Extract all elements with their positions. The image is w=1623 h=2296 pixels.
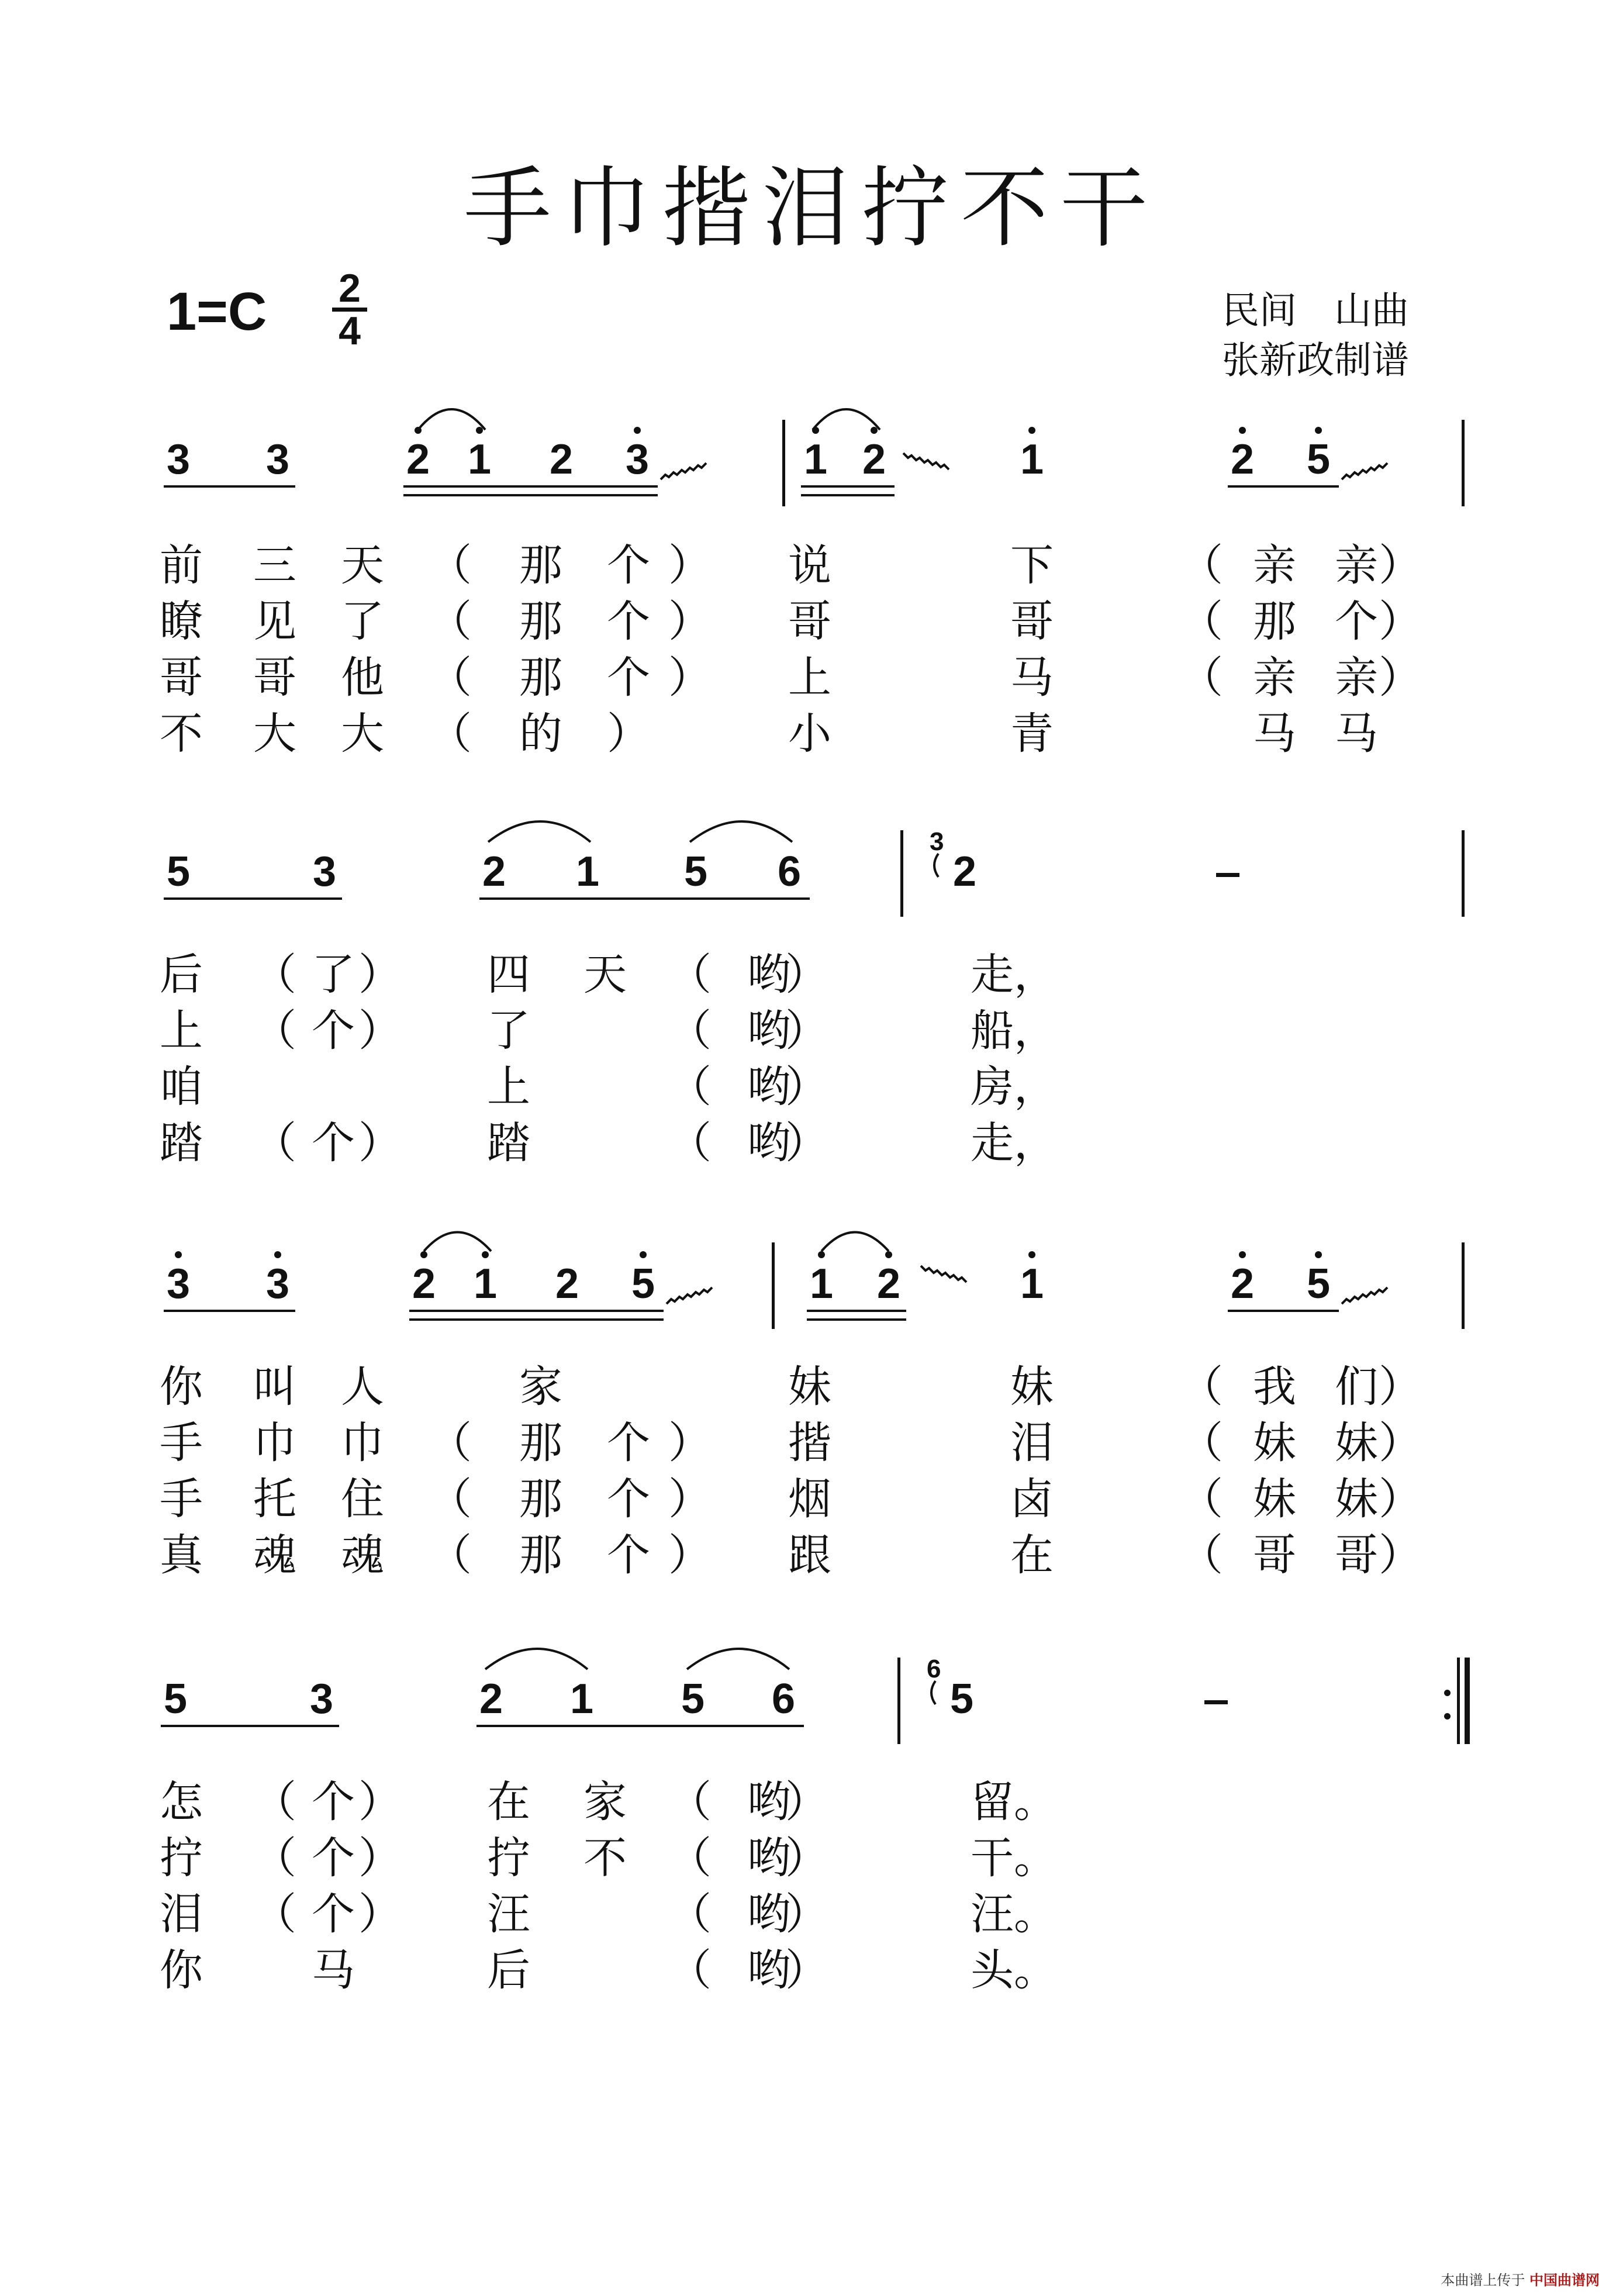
lyric-char: （ [1180,652,1223,703]
note: 2 [406,436,430,483]
lyric-char: ） [668,1474,712,1524]
lyric-char: 在 [1010,1530,1054,1580]
lyric-char: 汪 [487,1889,530,1939]
note: 2 [482,848,506,895]
lyric-char: 个 [607,540,650,591]
lyric-char: 咱 [160,1062,203,1112]
lyric-char: （ [429,652,472,703]
lyric-char: ） [1379,540,1422,591]
lyric-char: （ [253,1006,296,1056]
note: 5 [166,848,191,895]
lyric-char: 那 [1253,596,1296,647]
lyric-char: ） [358,1889,402,1939]
lyric-char: （ [429,540,472,591]
lyric-char: ） [358,1777,402,1827]
lyric-char: ） [1379,1474,1422,1524]
lyric-char: ） [785,1006,828,1056]
lyric-char: ） [785,950,828,1000]
slur [821,1232,889,1252]
lyric-char: 你 [160,1362,203,1412]
lyric-char: （ [1180,1418,1223,1468]
lyric-char: 青 [1010,709,1054,759]
credit-origin: 民间 山曲 [1222,289,1409,333]
lyric-char: ） [607,709,650,759]
lyric-char: （ [1180,1474,1223,1524]
lyric-char: 上 [788,652,831,703]
lyric-char: 怎 [160,1777,203,1827]
lyric-char: 卤 [1010,1474,1054,1524]
glissando-up [661,463,706,479]
lyric-char: ） [358,1006,402,1056]
footer-brand: 中国曲谱网 [1529,2272,1600,2288]
credit-arranger: 张新政制谱 [1222,339,1409,382]
lyric-char: （ [668,1945,712,1995]
lyric-char: 个 [1335,596,1378,647]
lyric-char: 说 [788,540,831,591]
lyric-char: 烟 [788,1474,831,1524]
lyric-char: （ [668,1118,712,1168]
lyric-char: 踏 [487,1118,530,1168]
lyric-char: （ [1180,1362,1223,1412]
note: 2 [412,1261,436,1307]
lyric-char: 大 [253,709,296,759]
note: 1 [803,436,828,483]
lyric-char: 走， [971,1118,1057,1168]
lyric-char: 家 [519,1362,562,1412]
note: 2 [862,436,886,483]
lyric-char: （ [1180,1530,1223,1580]
lyric-char: 妹 [1010,1362,1054,1412]
score-title: 手巾揩泪拧不干 [463,158,1159,260]
lyric-char: 马 [312,1945,355,1995]
note: 3 [312,848,337,895]
lyric-char: 泪 [160,1889,203,1939]
lyric-char: ） [668,1418,712,1468]
note: 1 [473,1261,498,1307]
lyric-char: （ [253,1889,296,1939]
lyric-char: （ [668,1833,712,1883]
slur [690,821,792,842]
lyric-char: ） [668,596,712,647]
lyric-char: 大 [341,709,384,759]
lyric-char: （ [253,950,296,1000]
lyric-char: 巾 [341,1418,384,1468]
lyric-char: 妹 [1335,1474,1378,1524]
lyric-char: 哥 [1253,1530,1296,1580]
note: 6 [777,848,802,895]
slur [418,409,485,430]
note: 3 [265,1261,290,1307]
lyric-char: 四 [487,950,530,1000]
note: 1 [1020,436,1044,483]
lyric-char: 前 [160,540,203,591]
lyric-char: 头。 [971,1945,1057,1995]
note: 5 [683,848,708,895]
note: 5 [949,1676,974,1722]
lyric-char: 那 [519,540,562,591]
lyric-char: 上 [487,1062,530,1112]
lyric-char: 瞭 [160,596,203,647]
lyric-char: ） [785,1945,828,1995]
note: 2 [1230,1261,1255,1307]
lyric-char: ） [785,1777,828,1827]
lyric-char: 人 [341,1362,384,1412]
lyric-char: 了 [341,596,384,647]
lyric-char: ） [785,1062,828,1112]
lyric-char: ） [668,652,712,703]
lyric-char: 哥 [160,652,203,703]
lyric-char: 那 [519,1530,562,1580]
lyric-char: 妹 [788,1362,831,1412]
lyric-char: （ [668,1006,712,1056]
glissando-down [903,453,949,469]
lyric-char: 天 [583,950,627,1000]
lyric-char: 泪 [1010,1418,1054,1468]
slur [813,409,880,430]
lyric-char: 哟 [747,1889,790,1939]
lyric-char: 手 [160,1474,203,1524]
lyric-char: 下 [1010,540,1054,591]
lyric-char: 上 [160,1006,203,1056]
lyric-char: 个 [607,1530,650,1580]
note: 5 [1306,436,1331,483]
lyric-char: 亲 [1335,652,1378,703]
lyric-char: 个 [607,652,650,703]
note: 3 [166,1261,191,1307]
lyric-char: 哥 [1010,596,1054,647]
lyric-char: 汪。 [971,1889,1057,1939]
footer-credit [1441,2269,1600,2289]
note: 2 [1230,436,1255,483]
lyric-char: 哟 [747,1833,790,1883]
note: 1 [569,1676,594,1722]
lyric-char: 个 [312,1118,355,1168]
lyric-char: （ [253,1833,296,1883]
lyric-char: 在 [487,1777,530,1827]
lyric-char: ） [1379,1362,1422,1412]
lyric-char: （ [429,709,472,759]
lyric-char: 手 [160,1418,203,1468]
lyric-char: 跟 [788,1530,831,1580]
lyric-char: 小 [788,709,831,759]
lyric-char: 个 [312,1777,355,1827]
lyric-char: ） [668,540,712,591]
lyric-char: ） [358,1833,402,1883]
lyric-char: 他 [341,652,384,703]
lyric-char: 后 [487,1945,530,1995]
note: 1 [575,848,600,895]
lyric-char: 踏 [160,1118,203,1168]
lyric-char: 个 [312,1889,355,1939]
lyric-char: （ [429,596,472,647]
note: 3 [265,436,290,483]
lyric-char: 三 [253,540,296,591]
note: 1 [467,436,492,483]
lyric-char: 巾 [253,1418,296,1468]
lyric-char: 妹 [1253,1474,1296,1524]
lyric-char: 我 [1253,1362,1296,1412]
footer-prefix: 本曲谱上传于 [1441,2272,1525,2288]
lyric-char: （ [429,1474,472,1524]
glissando-up [667,1287,712,1304]
lyric-char: 叫 [253,1362,296,1412]
note: 2 [549,436,574,483]
lyric-char: ） [358,1118,402,1168]
lyric-char: ） [1379,596,1422,647]
lyric-char: （ [668,1889,712,1939]
lyric-char: 哟 [747,1777,790,1827]
lyric-char: 马 [1253,709,1296,759]
lyric-char: 留。 [971,1777,1057,1827]
lyric-char: 亲 [1253,652,1296,703]
lyric-char: 们 [1335,1362,1378,1412]
lyric-char: 了 [487,1006,530,1056]
lyric-char: 哟 [747,1118,790,1168]
lyric-char: 拧 [487,1833,530,1883]
note: 3 [309,1676,334,1722]
note: 5 [631,1261,655,1307]
lyric-char: ） [1379,1418,1422,1468]
lyric-char: 个 [312,1833,355,1883]
lyric-char: 住 [341,1474,384,1524]
note: 1 [809,1261,834,1307]
lyric-char: 哥 [253,652,296,703]
lyric-char: ） [1379,652,1422,703]
lyric-char: 家 [583,1777,627,1827]
note: 5 [681,1676,705,1722]
note: 3 [166,436,191,483]
lyric-char: 魂 [341,1530,384,1580]
grace-note: 6 [927,1655,941,1683]
lyric-char: （ [1180,540,1223,591]
slur [424,1232,491,1252]
lyric-char: 天 [341,540,384,591]
lyric-char: 真 [160,1530,203,1580]
time-signature-top: 2 [339,266,361,310]
lyric-char: 魂 [253,1530,296,1580]
lyric-char: 那 [519,1474,562,1524]
lyric-char: ） [785,1889,828,1939]
note: 2 [876,1261,901,1307]
note: 5 [163,1676,188,1722]
note: 1 [1020,1261,1044,1307]
lyric-char: 房， [971,1062,1057,1112]
lyric-char: 那 [519,1418,562,1468]
glissando-down [921,1266,966,1282]
lyric-char: 妹 [1335,1418,1378,1468]
lyric-char: 了 [312,950,355,1000]
note: 2 [479,1676,503,1722]
slur [488,821,591,842]
lyric-char: 妹 [1253,1418,1296,1468]
glissando-up [1342,463,1387,479]
lyric-char: ） [785,1118,828,1168]
lyric-char: （ [1180,596,1223,647]
lyric-char: 哟 [747,1062,790,1112]
lyric-char: 的 [519,709,562,759]
note: 6 [771,1676,796,1722]
lyric-char: 不 [160,709,203,759]
lyric-char: 揩 [788,1418,831,1468]
lyric-char: 拧 [160,1833,203,1883]
lyric-char: （ [253,1118,296,1168]
lyric-char: （ [668,950,712,1000]
lyric-char: 托 [253,1474,296,1524]
glissando-up [1342,1287,1387,1304]
lyric-char: 你 [160,1945,203,1995]
note: 3 [625,436,650,483]
lyric-char: 船， [971,1006,1057,1056]
lyric-char: 哟 [747,1006,790,1056]
lyric-char: ） [668,1530,712,1580]
lyric-char: 那 [519,596,562,647]
note: 5 [1306,1261,1331,1307]
lyric-char: 哟 [747,1945,790,1995]
lyric-char: 哥 [1335,1530,1378,1580]
slur [687,1649,789,1669]
grace-note: 3 [930,827,944,856]
lyric-char: ） [1379,1530,1422,1580]
lyric-char: （ [253,1777,296,1827]
lyric-char: 那 [519,652,562,703]
lyric-char: 个 [607,596,650,647]
lyric-char: （ [429,1418,472,1468]
lyric-char: 亲 [1335,540,1378,591]
lyric-char: 马 [1010,652,1054,703]
note: 2 [952,848,977,895]
lyric-char: 见 [253,596,296,647]
lyric-char: （ [668,1062,712,1112]
grace-connector [934,854,938,877]
key-signature-text: 1=C [167,282,267,341]
lyric-char: 马 [1335,709,1378,759]
lyric-char: 个 [607,1418,650,1468]
slur [485,1649,588,1669]
lyric-char: 哟 [747,950,790,1000]
lyric-char: 哥 [788,596,831,647]
lyric-char: 个 [312,1006,355,1056]
lyric-char: 干。 [971,1833,1057,1883]
lyric-char: 后 [160,950,203,1000]
lyric-char: 不 [583,1833,627,1883]
note: 2 [555,1261,579,1307]
lyric-char: ） [785,1833,828,1883]
lyric-char: （ [429,1530,472,1580]
grace-connector [931,1681,935,1704]
time-signature-bottom: 4 [339,309,361,353]
lyric-char: ） [358,950,402,1000]
lyric-char: （ [668,1777,712,1827]
lyric-char: 走， [971,950,1057,1000]
lyric-char: 亲 [1253,540,1296,591]
lyric-char: 个 [607,1474,650,1524]
